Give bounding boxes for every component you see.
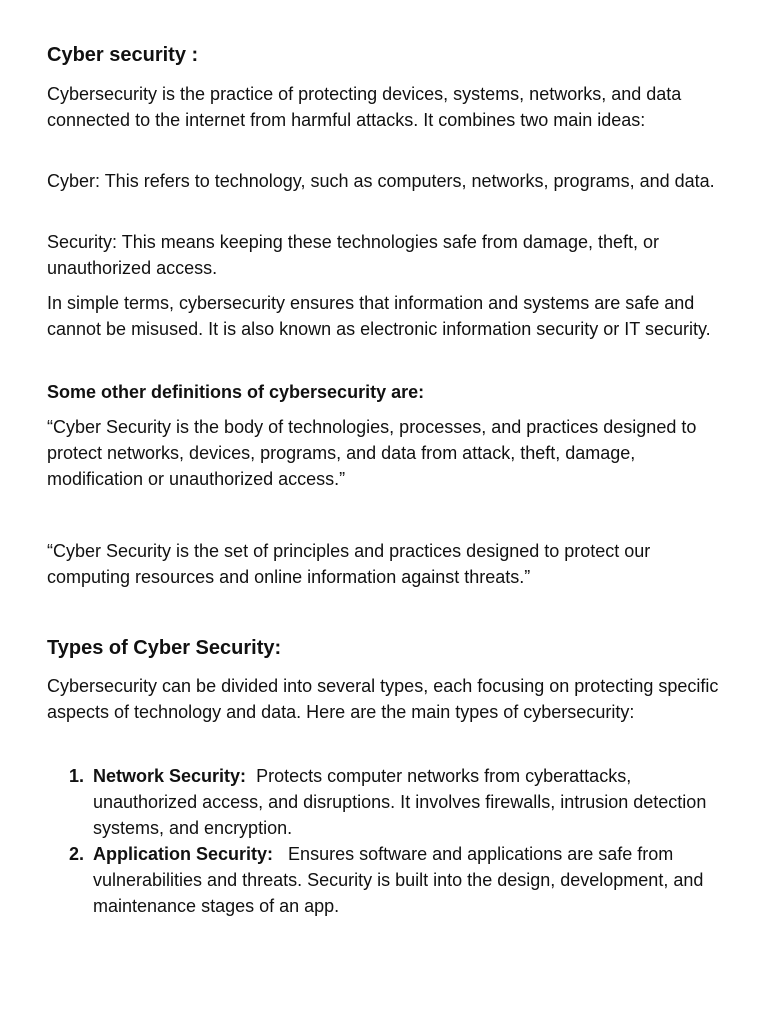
list-item-title: Application Security: bbox=[93, 844, 274, 864]
list-item bbox=[47, 763, 732, 841]
security-definition-paragraph: Security: This means keeping these technologies safe from damage, theft, or unauthorized access. bbox=[47, 232, 659, 278]
definition-quote-2: “Cyber Security is the set of principles and practices designed to protect our computing resources and online information against threats.” bbox=[47, 541, 651, 587]
simple-terms-paragraph: In simple terms, cybersecurity ensures that information and systems are safe and cannot be misused. It is also known as electronic information security or IT security. bbox=[47, 293, 711, 339]
intro-paragraph: Cybersecurity is the practice of protecting devices, systems, networks, and data connected to the internet from harmful attacks. It combines two main ideas: bbox=[47, 84, 682, 130]
section-title-types: Types of Cyber Security: bbox=[47, 637, 282, 659]
types-list bbox=[47, 763, 732, 919]
list-item-text: Ensures software and applications are safe from vulnerabilities and threats. Security is built into the design, development, and maintenance stages of an app. bbox=[93, 844, 704, 916]
list-item-text: Protects computer networks from cyberattacks, unauthorized access, and disruptions. It involves firewalls, intrusion detection systems, and encryption. bbox=[93, 766, 707, 838]
types-intro-paragraph: Cybersecurity can be divided into several types, each focusing on protecting specific aspects of technology and data. Here are the main types of cybersecurity: bbox=[47, 676, 719, 722]
list-item bbox=[47, 841, 732, 919]
list-item-number: 1. bbox=[69, 766, 85, 786]
list-item-number: 2. bbox=[69, 844, 85, 864]
cyber-definition-paragraph: Cyber: This refers to technology, such as computers, networks, programs, and data. bbox=[47, 171, 715, 191]
list-item-title: Network Security: bbox=[93, 766, 247, 786]
section-title-cyber-security: Cyber security : bbox=[47, 44, 199, 66]
other-definitions-heading: Some other definitions of cybersecurity are: bbox=[47, 382, 425, 402]
definition-quote-1: “Cyber Security is the body of technologies, processes, and practices designed to protect networks, devices, programs, and data from attack, theft, damage, modification or unauthorized access.” bbox=[47, 417, 697, 489]
